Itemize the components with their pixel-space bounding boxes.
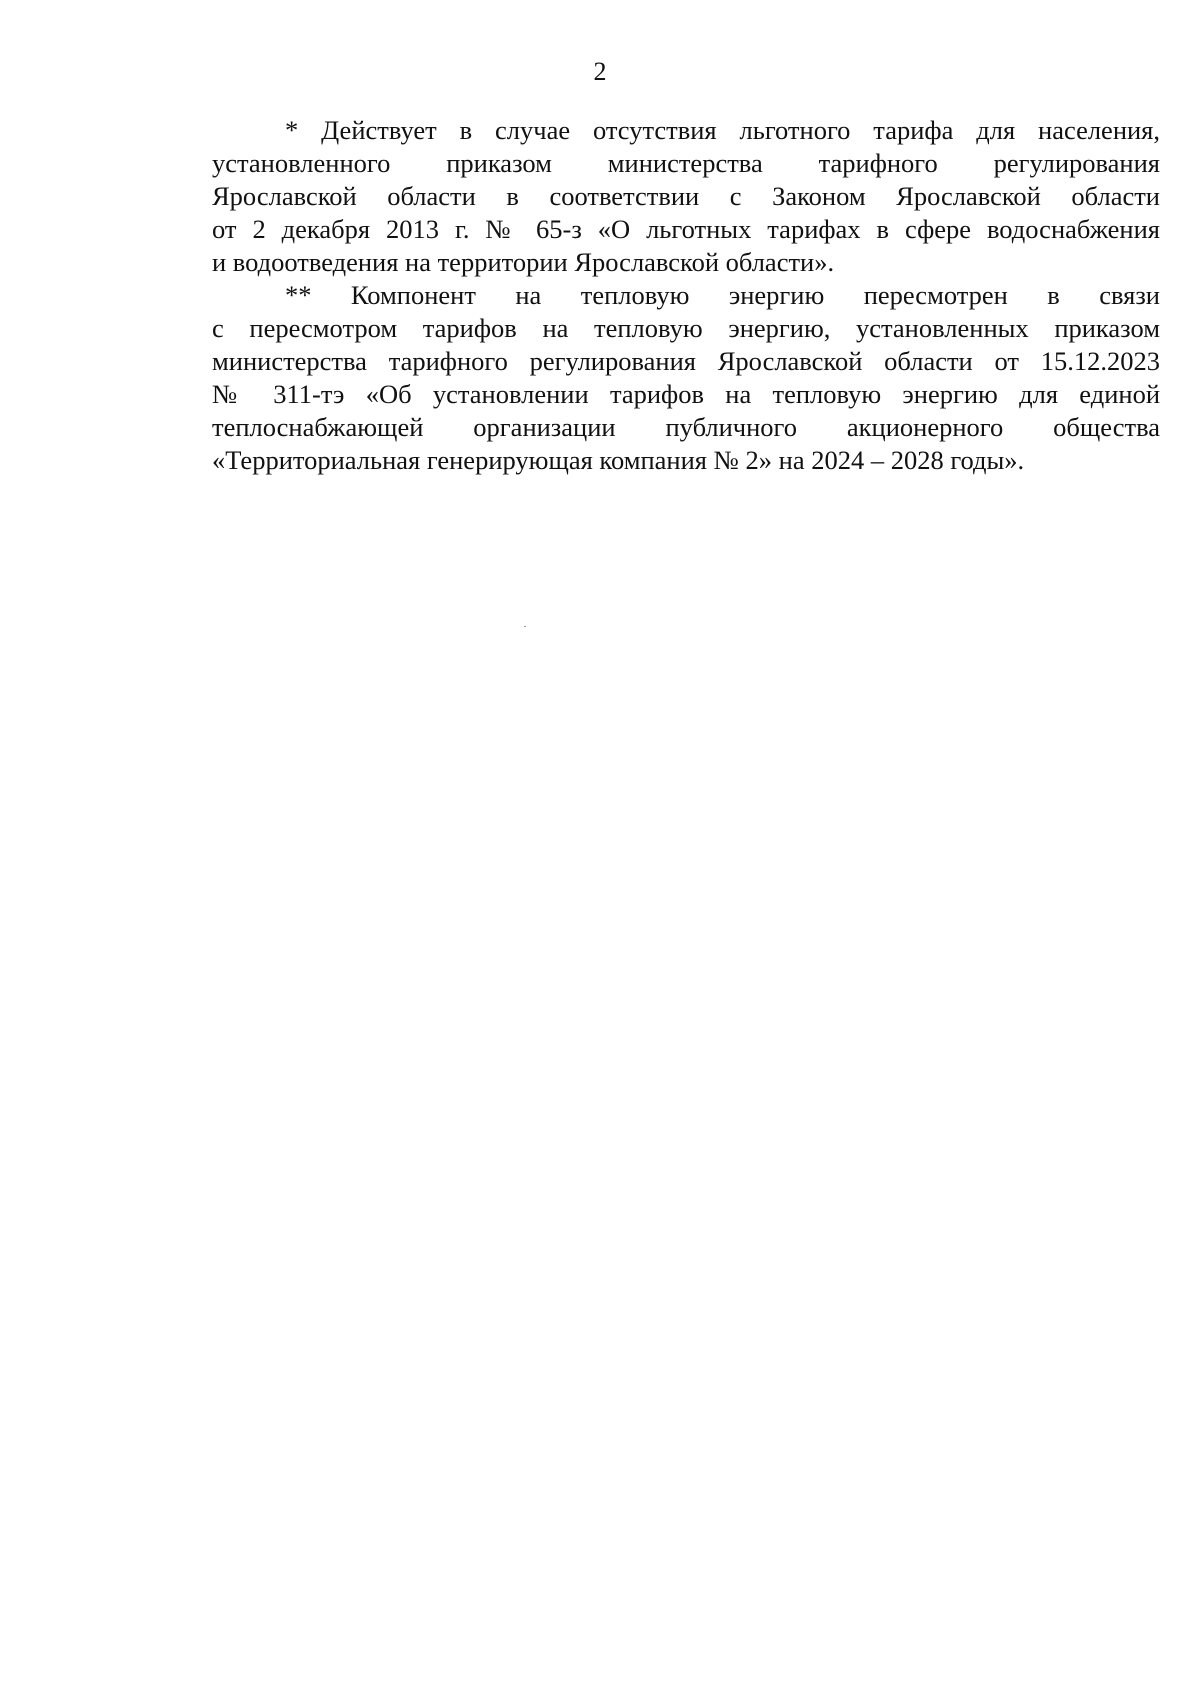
footnote-1-line: Ярославской области в соответствии с Законом Ярославской области (212, 181, 1160, 211)
footnote-1-line: от 2 декабря 2013 г. № 65-з «О льготных тарифах в сфере водоснабжения (212, 214, 1160, 244)
footnote-1 (212, 114, 1160, 279)
scan-speck (524, 626, 526, 627)
footnote-2-line: «Территориальная генерирующая компания № 2» на 2024 – 2028 годы». (212, 445, 1025, 475)
footnote-2 (212, 279, 1160, 477)
footnote-2-line: № 311-тэ «Об установлении тарифов на тепловую энергию для единой (212, 379, 1160, 409)
footnote-1-line: * Действует в случае отсутствия льготного тарифа для населения, (285, 115, 1160, 145)
footnote-2-line: министерства тарифного регулирования Ярославской области от 15.12.2023 (212, 346, 1160, 376)
footnotes-block (212, 114, 1160, 477)
footnote-1-line: и водоотведения на территории Ярославской области». (212, 247, 835, 277)
footnote-1-line: установленного приказом министерства тарифного регулирования (212, 148, 1160, 178)
footnote-2-line: с пересмотром тарифов на тепловую энергию, установленных приказом (212, 313, 1160, 343)
footnote-2-line: теплоснабжающей организации публичного акционерного общества (212, 412, 1160, 442)
footnote-2-line: ** Компонент на тепловую энергию пересмотрен в связи (285, 280, 1160, 310)
page-number: 2 (593, 57, 607, 86)
